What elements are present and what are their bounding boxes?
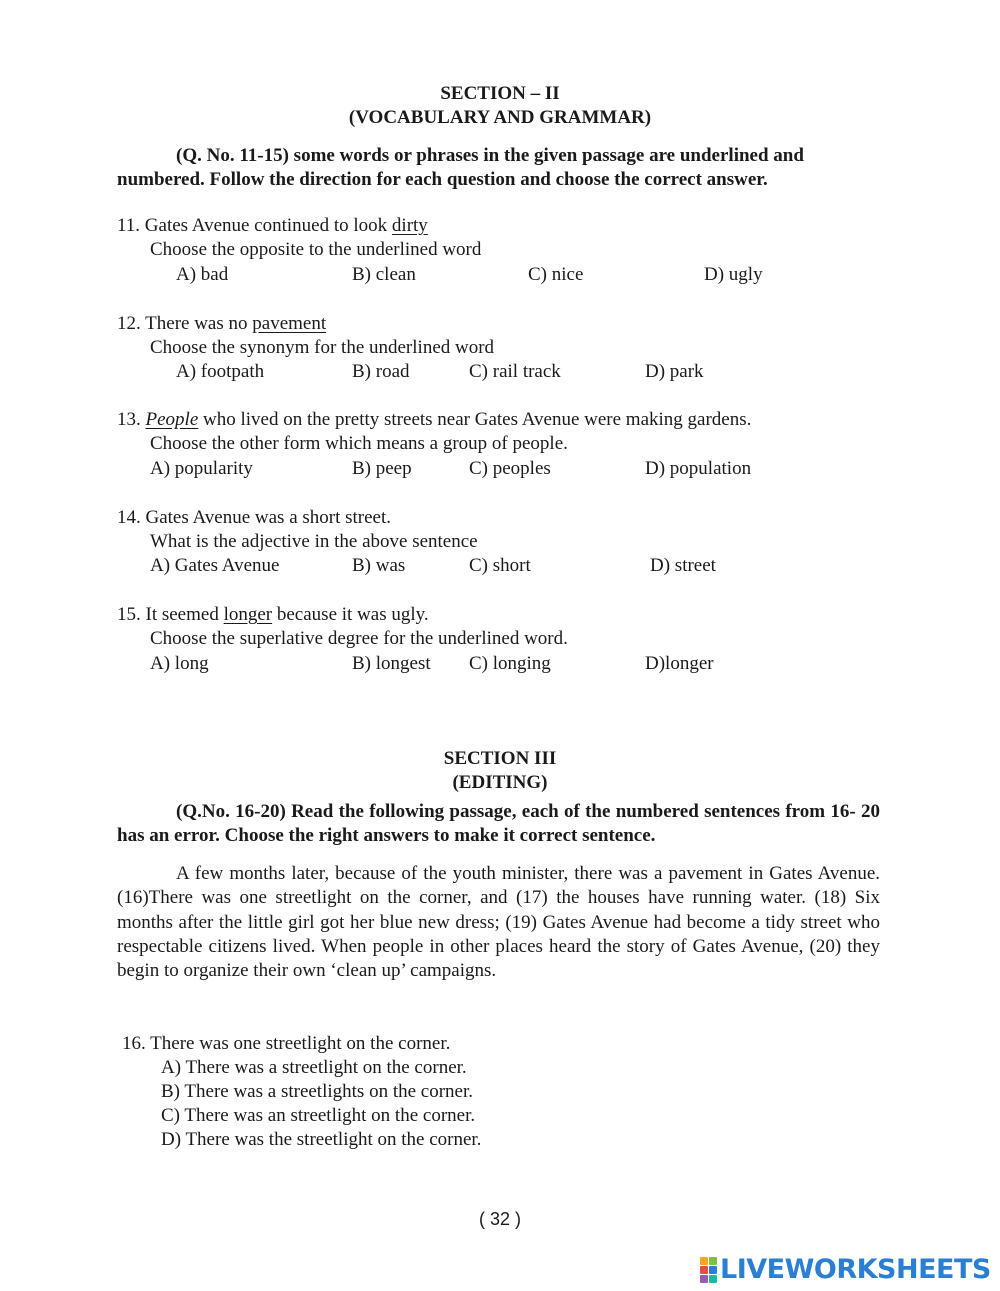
question-11-option-b[interactable]: B) clean: [352, 264, 416, 285]
question-11-option-a[interactable]: A) bad: [176, 264, 229, 285]
question-13-option-c[interactable]: C) peoples: [469, 458, 551, 479]
question-16-option-b[interactable]: B) There was a streetlights on the corner.: [161, 1081, 473, 1102]
section-2-instruction-line1: (Q. No. 11-15) some words or phrases in the given passage are underlined and: [176, 145, 804, 166]
question-13-direction: Choose the other form which means a group of people.: [150, 433, 568, 454]
question-11-prefix: 11. Gates Avenue continued to look: [117, 215, 392, 236]
logo-text: LIVEWORKSHEETS: [720, 1254, 991, 1285]
question-15-direction: Choose the superlative degree for the underlined word.: [150, 628, 568, 649]
question-15-underlined-word: longer: [223, 604, 273, 625]
question-13-number: 13.: [117, 409, 146, 430]
question-12: [117, 312, 326, 336]
question-15-rest: because it was ugly.: [272, 604, 429, 625]
question-13: [117, 408, 751, 432]
question-15-option-c[interactable]: C) longing: [469, 653, 551, 674]
question-13-option-b[interactable]: B) peep: [352, 458, 412, 479]
question-14-option-d[interactable]: D) street: [650, 555, 716, 576]
question-12-option-d[interactable]: D) park: [645, 361, 704, 382]
question-14-option-a[interactable]: A) Gates Avenue: [150, 555, 280, 576]
question-12-prefix: 12. There was no: [117, 313, 253, 334]
question-16: 16. There was one streetlight on the corner.: [122, 1033, 451, 1054]
question-14-option-c[interactable]: C) short: [469, 555, 531, 576]
question-15: [117, 603, 429, 627]
liveworksheets-logo[interactable]: [700, 1255, 991, 1285]
question-11-option-d[interactable]: D) ugly: [704, 264, 763, 285]
question-15-prefix: 15. It seemed: [117, 604, 224, 625]
question-14-option-b[interactable]: B) was: [352, 555, 406, 576]
section-3-instruction-line1: (Q.No. 16-20) Read the following passage, each of the numbered sentences: [176, 801, 781, 822]
question-15-option-d[interactable]: D)longer: [645, 653, 714, 674]
section-3-title: SECTION III: [443, 748, 557, 769]
question-13-option-a[interactable]: A) popularity: [150, 458, 253, 479]
question-14-direction: What is the adjective in the above sentence: [150, 531, 478, 552]
question-13-option-d[interactable]: D) population: [645, 458, 752, 479]
section-3-subtitle: (EDITING): [452, 772, 548, 793]
editing-passage: A few months later, because of the youth minister, there was a pavement in Gates Avenue. (16)There was one streetlight on the corner, and (17) the houses have running water. (18) Six months after the little girl got her blue new dress; (19) Gates Avenue had become a tidy street who respectable citizens lived. When people in other places heard the story of Gates Avenue, (20) they begin to organize their own ‘clean up’ campaigns.: [117, 863, 880, 982]
question-12-direction: Choose the synonym for the underlined word: [150, 337, 495, 358]
question-15-option-a[interactable]: A) long: [150, 653, 209, 674]
question-16-option-d[interactable]: D) There was the streetlight on the corner.: [161, 1129, 482, 1150]
page-number: ( 32 ): [478, 1209, 521, 1229]
question-11-option-c[interactable]: C) nice: [528, 264, 584, 285]
section-3-instruction-line2: from 16- 20 has an error. Choose the right answers to make it correct sentence.: [117, 801, 881, 847]
question-12-option-c[interactable]: C) rail track: [469, 361, 561, 382]
question-11-direction: Choose the opposite to the underlined word: [150, 239, 482, 260]
question-13-underlined-word: People: [145, 409, 199, 430]
question-16-option-c[interactable]: C) There was an streetlight on the corner.: [161, 1105, 476, 1126]
logo-blocks-icon: [700, 1257, 717, 1283]
question-12-underlined-word: pavement: [252, 313, 327, 334]
question-12-option-a[interactable]: A) footpath: [176, 361, 265, 382]
section-2-title: SECTION – II: [440, 83, 560, 104]
section-2-instruction-line2: numbered. Follow the direction for each question and choose the correct answer.: [117, 169, 768, 190]
question-15-option-b[interactable]: B) longest: [352, 653, 431, 674]
question-11-underlined-word: dirty: [391, 215, 428, 236]
question-11: [117, 214, 428, 238]
question-13-rest: who lived on the pretty streets near Gates Avenue were making gardens.: [198, 409, 752, 430]
question-12-option-b[interactable]: B) road: [352, 361, 410, 382]
question-16-option-a[interactable]: A) There was a streetlight on the corner.: [161, 1057, 467, 1078]
section-3-instruction: [117, 800, 880, 849]
section-2-subtitle: (VOCABULARY AND GRAMMAR): [348, 107, 652, 128]
question-14: 14. Gates Avenue was a short street.: [117, 507, 392, 528]
